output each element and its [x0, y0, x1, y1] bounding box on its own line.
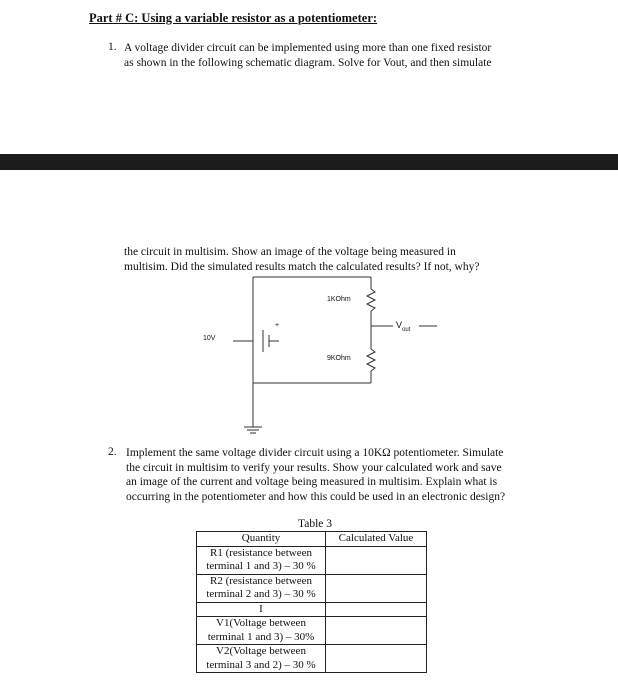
table-header-quantity: Quantity	[197, 532, 326, 547]
question-1-line-2: as shown in the following schematic diagram. Solve for Vout, and then simulate	[124, 56, 492, 69]
question-2-line-3: an image of the current and voltage being measured in multisim. Explain what is	[126, 476, 498, 488]
table-cell-value[interactable]	[326, 617, 427, 645]
table-cell-quantity: V2(Voltage between terminal 3 and 2) – 30 %	[197, 645, 326, 673]
table-cell-quantity: I	[197, 602, 326, 617]
table-cell-quantity: R1 (resistance between terminal 1 and 3) – 30 %	[197, 546, 326, 574]
table-cell-value[interactable]	[326, 574, 427, 602]
table-cell-quantity: V1(Voltage between terminal 1 and 3) – 30%	[197, 617, 326, 645]
table-header-calculated-value: Calculated Value	[326, 532, 427, 547]
table-row	[197, 617, 427, 645]
vout-label: $V_{out}$	[396, 320, 411, 333]
table-row	[197, 574, 427, 602]
source-voltage-label: 10V	[203, 335, 216, 342]
battery-plus-label: +	[275, 322, 280, 329]
question-2-line-2: the circuit in multisim to verify your results. Show your calculated work and save	[126, 461, 502, 474]
r1-label: 1KOhm	[327, 296, 351, 303]
table-cell-value[interactable]	[326, 546, 427, 574]
question-1-line-3: the circuit in multisim. Show an image of the voltage being measured in	[124, 246, 456, 258]
question-2-text	[126, 446, 505, 504]
table-cell-value[interactable]	[326, 645, 427, 673]
question-1-line-4: multisim. Did the simulated results match the calculated results? If not, why?	[124, 260, 480, 273]
table-cell-value[interactable]	[326, 602, 427, 617]
resistor-r1	[367, 289, 375, 311]
table-cell-quantity: R2 (resistance between terminal 2 and 3) – 30 %	[197, 574, 326, 602]
table-3-caption: Table 3	[298, 518, 333, 530]
question-2-number: 2.	[108, 446, 117, 458]
page-heading: Part # C: Using a variable resistor as a potentiometer:	[89, 11, 378, 25]
table-row	[197, 645, 427, 673]
question-1-line-1: A voltage divider circuit can be implemented using more than one fixed resistor	[124, 42, 492, 54]
table-header-row	[197, 532, 427, 547]
resistor-r2	[367, 349, 375, 371]
table-3	[196, 531, 427, 673]
question-2-line-1: Implement the same voltage divider circuit using a 10KΩ potentiometer. Simulate	[126, 447, 504, 459]
question-1-number: 1.	[108, 41, 117, 53]
r2-label: 9KOhm	[327, 355, 351, 362]
table-row	[197, 602, 427, 617]
question-2-line-4: occurring in the potentiometer and how this could be used in an electronic design?	[126, 490, 506, 503]
table-row	[197, 546, 427, 574]
